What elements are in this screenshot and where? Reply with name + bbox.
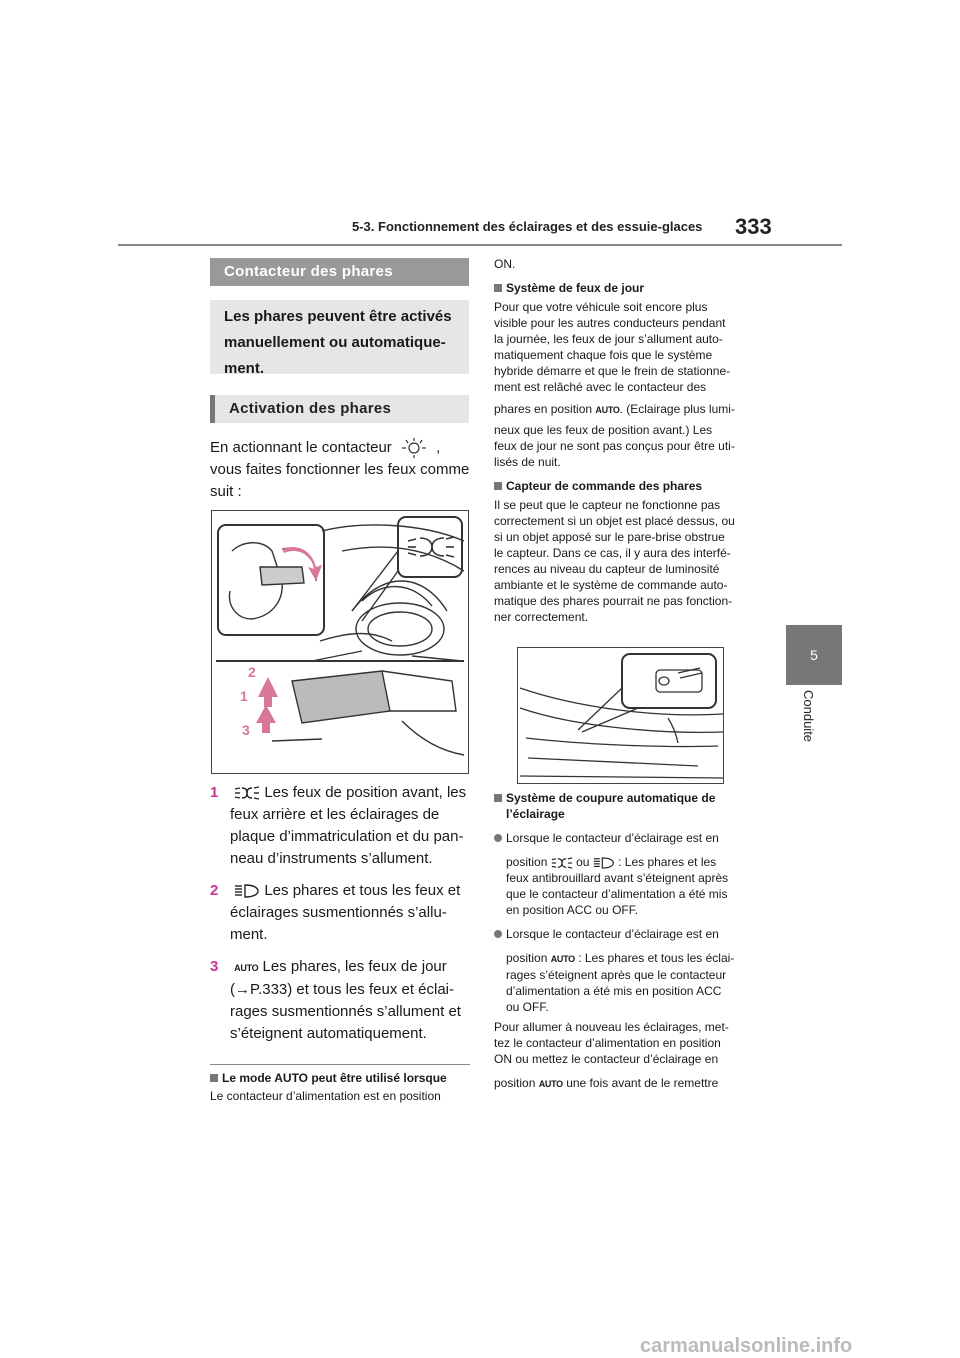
section-title: 5-3. Fonctionnement des éclairages et des essuie-glaces <box>352 219 703 234</box>
drl-line: phares en position <box>494 402 593 416</box>
drl-line: neux que les feux de position avant.) Les <box>494 423 713 437</box>
bullet-text: en position ACC ou OFF. <box>506 903 639 917</box>
para-comma: , <box>436 439 441 456</box>
bullet-text: : Les phares et les <box>618 855 717 869</box>
bullet-text: ou <box>576 855 590 869</box>
auto-icon: AUTO <box>595 405 620 415</box>
square-bullet-icon <box>494 284 502 292</box>
para-line: suit : <box>210 483 242 501</box>
drl-line: la journée, les feux de jour s’allument auto- <box>494 332 723 346</box>
on-text: ON. <box>494 257 516 271</box>
sensor-title <box>494 478 764 494</box>
item-text: Les feux de position avant, les <box>264 784 467 801</box>
sensor-illustration <box>518 648 723 783</box>
item-number: 1 <box>210 784 219 801</box>
header-rule <box>118 244 842 246</box>
watermark: carmanualsonline.info <box>640 1335 853 1357</box>
item-text: Les phares, les feux de jour <box>262 958 447 975</box>
sensor-line: ner correctement. <box>494 610 589 624</box>
drl-paragraph <box>494 299 764 470</box>
list-item <box>210 956 472 1045</box>
headlights-icon <box>593 856 615 870</box>
drl-line: matiquement chaque fois que le système <box>494 348 713 362</box>
drl-line: ment est relâché avec le contacteur des <box>494 380 707 394</box>
bullet-text: rages s’éteignent après que le contacteur <box>506 968 727 982</box>
item-number: 3 <box>210 958 219 975</box>
cutoff-title-text: Système de coupure automatique de <box>506 791 716 805</box>
heading-activation: Activation des phares <box>210 395 469 423</box>
intro-box <box>210 300 469 377</box>
bullet-text: : Les phares et tous les éclai- <box>578 951 735 965</box>
intro-paragraph <box>210 437 472 503</box>
square-bullet-icon <box>494 794 502 802</box>
right-column-bottom <box>494 790 764 1092</box>
sensor-line: si un objet apposé sur le pare-brise obstrue <box>494 530 725 544</box>
list-item <box>210 782 472 870</box>
intro-line: Les phares peuvent être activés <box>224 308 452 325</box>
item-text: neau d’instruments s’allument. <box>230 850 433 867</box>
position-lights-icon <box>234 786 260 800</box>
drl-line: lisés de nuit. <box>494 455 561 469</box>
list-item <box>210 880 472 946</box>
item-text: (→P.333) et tous les feux et éclai- <box>230 981 455 998</box>
page-number: 333 <box>735 214 772 239</box>
switch-illustration <box>212 511 468 773</box>
end-line: tez le contacteur d’alimentation en position <box>494 1036 721 1050</box>
bullet-text: feux antibrouillard avant s’éteignent après <box>506 871 729 885</box>
sensor-line: ambiante et le système de commande auto- <box>494 578 728 592</box>
sensor-paragraph <box>494 497 764 625</box>
bullet-text: que le contacteur d’alimentation a été mis <box>506 887 728 901</box>
bullet-2-position <box>494 950 764 967</box>
figure-label-1: 1 <box>240 688 248 704</box>
square-bullet-icon <box>210 1074 218 1082</box>
drl-title-text: Système de feux de jour <box>506 281 645 295</box>
headlight-switch-figure <box>211 510 469 774</box>
position-lights-icon <box>551 857 573 869</box>
sensor-line: le capteur. Dans ce cas, il y aura des interfé- <box>494 546 731 560</box>
note-title <box>210 1071 447 1085</box>
figure-label-3: 3 <box>242 722 250 738</box>
bullet-1-position <box>494 854 764 870</box>
round-bullet-icon <box>494 930 502 938</box>
end-text: une fois avant de le remettre <box>566 1076 719 1090</box>
drl-line: . (Eclairage plus lumi- <box>619 402 735 416</box>
bullet-1 <box>494 830 764 846</box>
round-bullet-icon <box>494 834 502 842</box>
drl-line: visible pour les autres conducteurs pendant <box>494 316 726 330</box>
square-bullet-icon <box>494 482 502 490</box>
sensor-line: matique des phares pourrait ne pas fonction- <box>494 594 733 608</box>
sensor-figure <box>517 647 724 784</box>
item-text: éclairages susmentionnés s’allu- <box>230 904 447 921</box>
drl-line: feux de jour ne sont pas conçus pour être uti- <box>494 439 735 453</box>
bullet-text: ou OFF. <box>506 1000 549 1014</box>
chapter-label <box>790 690 840 760</box>
chapter-tab: 5 <box>786 625 842 685</box>
bullet-text: d’alimentation a été mis en position ACC <box>506 984 722 998</box>
item-text: feux arrière et les éclairages de <box>230 806 440 823</box>
bullet-text: Lorsque le contacteur d’éclairage est en <box>506 927 719 941</box>
bullet-text: position <box>506 951 548 965</box>
sensor-line: correctement si un objet est placé dessus, ou <box>494 514 735 528</box>
auto-icon: AUTO <box>538 1079 563 1089</box>
end-line: Pour allumer à nouveau les éclairages, met- <box>494 1020 729 1034</box>
chapter-name: Conduite <box>801 690 816 743</box>
item-text: Les phares et tous les feux et <box>264 882 461 899</box>
note-title-text: Le mode AUTO peut être utilisé lorsque <box>222 1071 447 1085</box>
item-text: ment. <box>230 926 268 943</box>
headlights-icon <box>234 883 260 899</box>
item-text: s’éteignent automatiquement. <box>230 1025 427 1042</box>
drl-title <box>494 280 764 296</box>
item-number: 2 <box>210 882 219 899</box>
right-column-top <box>494 256 764 625</box>
note-text: Le contacteur d’alimentation est en position <box>210 1089 441 1103</box>
intro-line: manuellement ou automatique- <box>224 334 446 351</box>
auto-icon: AUTO <box>234 963 259 973</box>
intro-line: ment. <box>224 360 265 377</box>
sensor-title-text: Capteur de commande des phares <box>506 479 703 493</box>
sensor-line: rences au niveau du capteur de luminosité <box>494 562 720 576</box>
sensor-line: Il se peut que le capteur ne fonctionne pas <box>494 498 721 512</box>
heading-contacteur: Contacteur des phares <box>210 258 469 286</box>
auto-icon: AUTO <box>550 954 575 964</box>
para-line: vous faites fonctionner les feux comme <box>210 461 470 479</box>
cutoff-title-line2: l’éclairage <box>506 807 565 821</box>
bullet-2 <box>494 926 764 942</box>
item-text: rages susmentionnés s’allument et <box>230 1003 461 1020</box>
headlight-switch-icon <box>396 437 432 459</box>
drl-line: Pour que votre véhicule soit encore plus <box>494 300 708 314</box>
cutoff-title <box>494 790 764 806</box>
para-line: En actionnant le contacteur <box>210 439 392 456</box>
drl-line: hybride démarre et que le frein de stationne- <box>494 364 731 378</box>
divider <box>210 1064 470 1065</box>
bullet-text: Lorsque le contacteur d’éclairage est en <box>506 831 719 845</box>
end-text: position <box>494 1076 536 1090</box>
item-text: plaque d’immatriculation et du pan- <box>230 828 464 845</box>
end-line: ON ou mettez le contacteur d’éclairage en <box>494 1052 719 1066</box>
figure-label-2: 2 <box>248 664 256 680</box>
bullet-text: position <box>506 855 548 869</box>
end-position-line <box>494 1075 764 1092</box>
